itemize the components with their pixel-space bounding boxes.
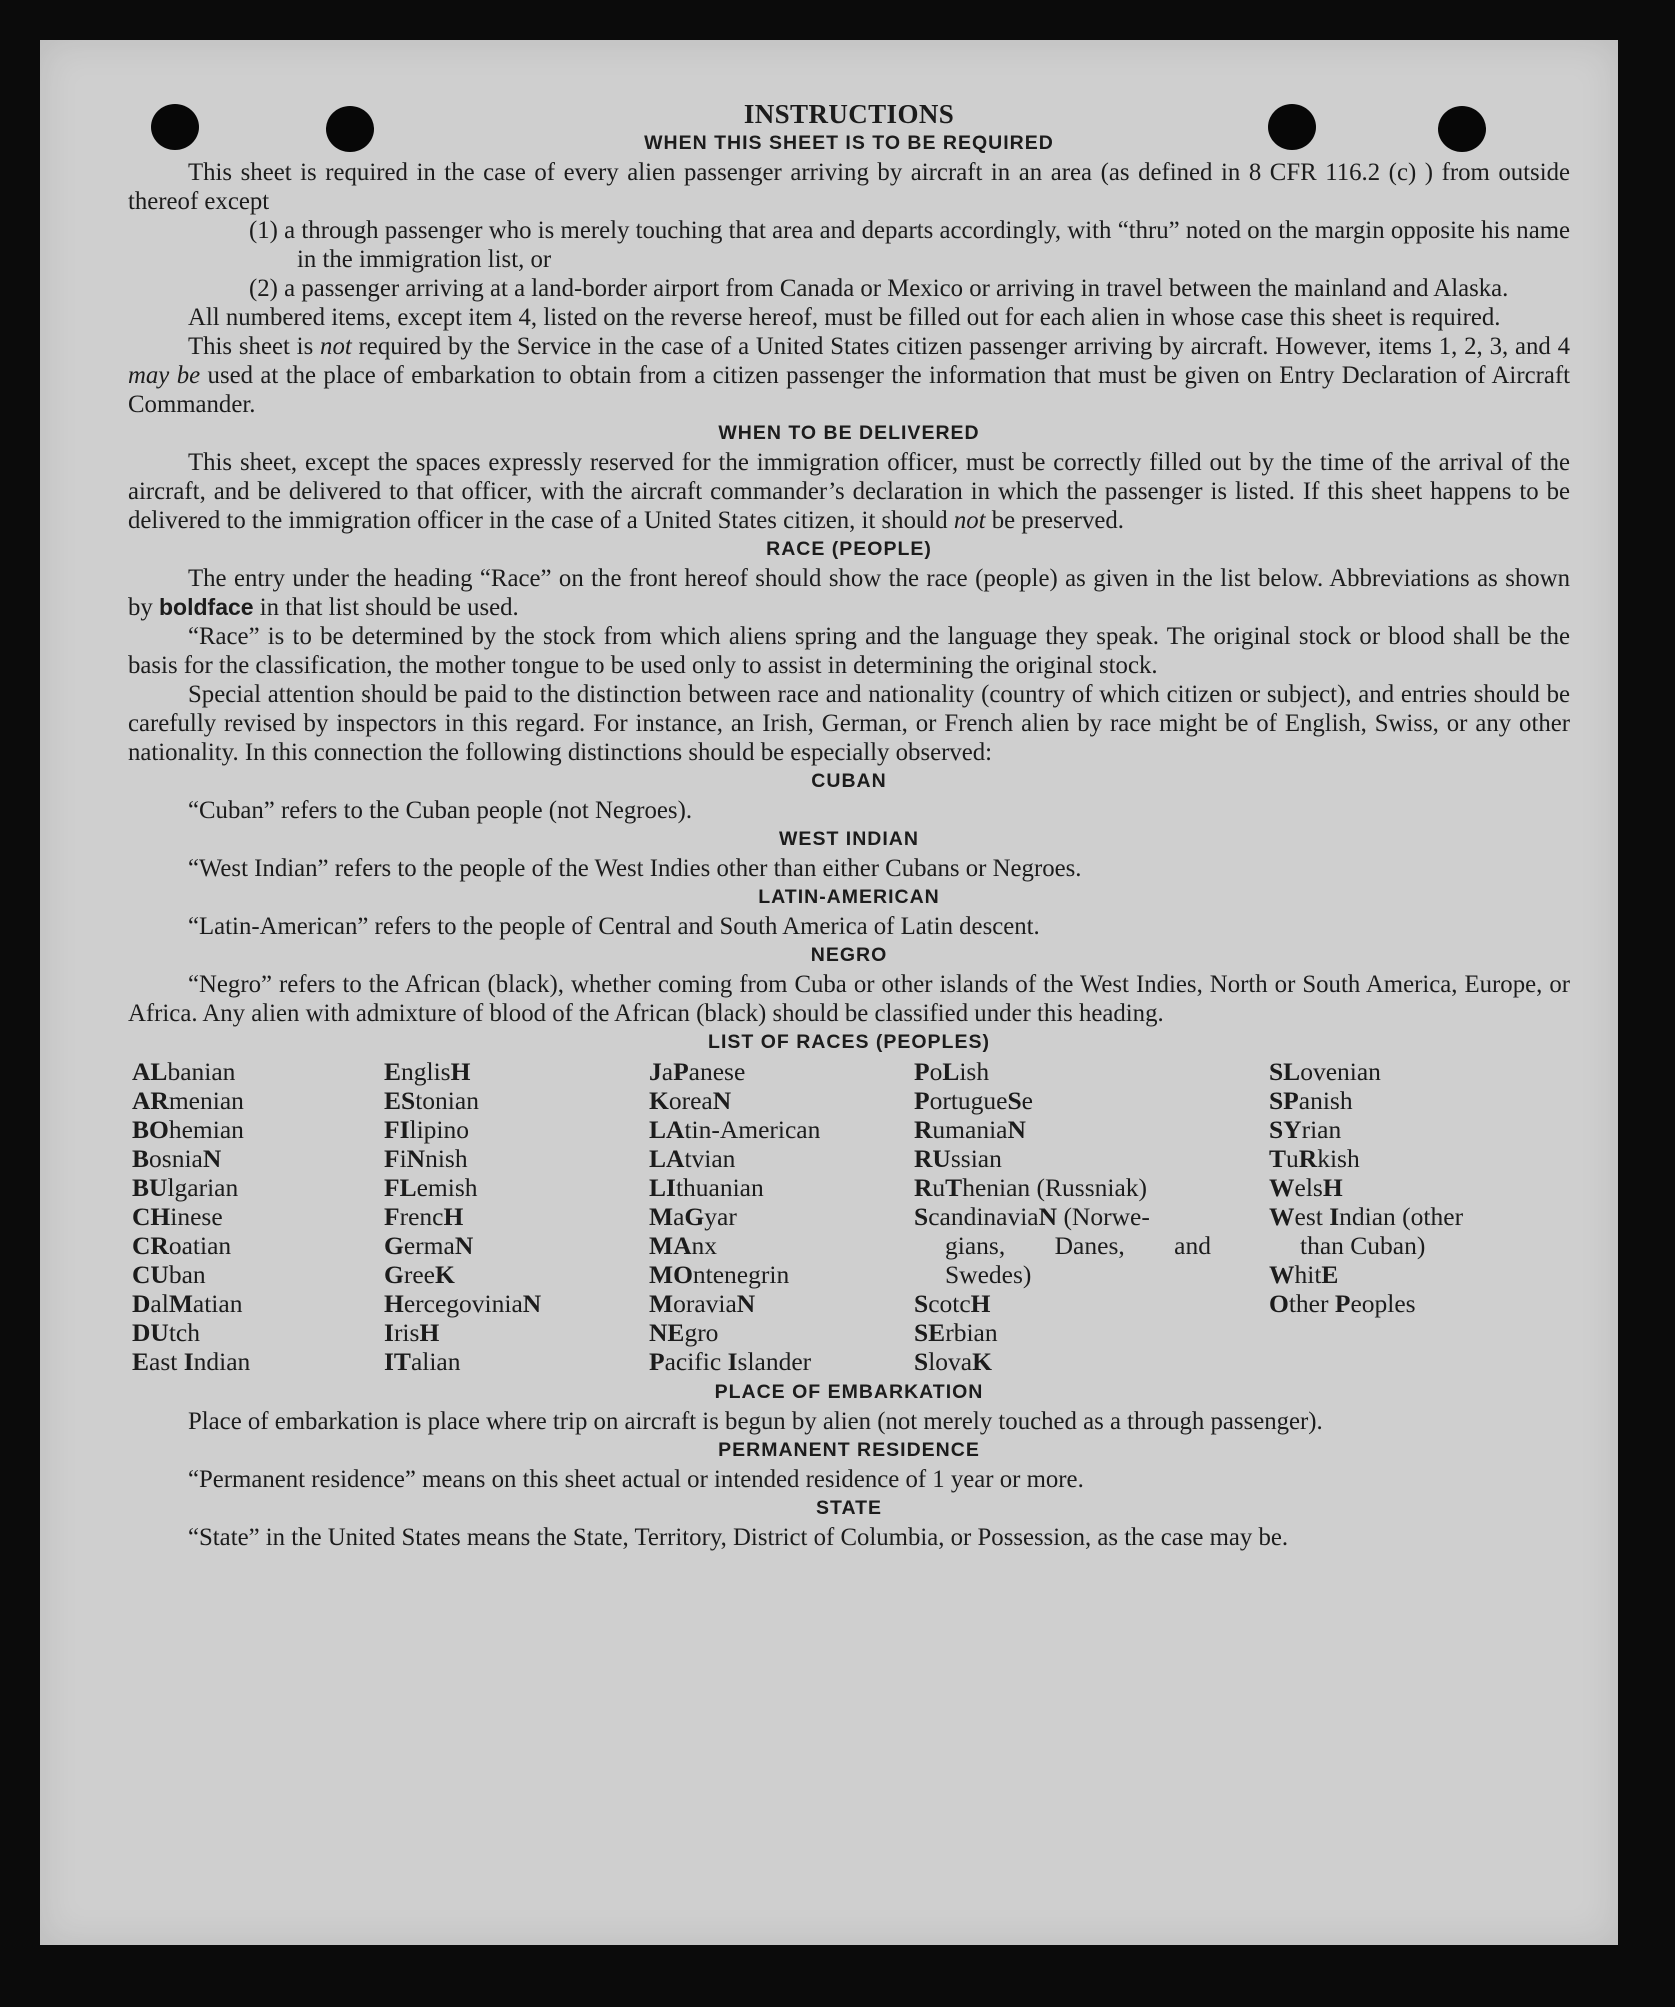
race-entry: NEgro — [649, 1318, 719, 1347]
race-paragraph-3: Special attention should be paid to the distinction between race and nationality (country of which citizen or subject), and entries should be carefully revised by inspectors in this regard. For instance, an Irish, German, or French alien by race might be of English, Swiss, or any other nationality. In this connection the following distinctions should be especially observed: — [128, 681, 1570, 766]
races-column-2 — [384, 1057, 649, 1376]
race-entry: RuThenian (Russniak) — [914, 1173, 1148, 1202]
race-entry: TuRkish — [1269, 1144, 1360, 1173]
race-entry: Swedes) — [945, 1260, 1032, 1289]
race-entry: MOntenegrin — [649, 1260, 790, 1289]
race-entry: MAnx — [649, 1231, 717, 1260]
race-entry: EnglisH — [384, 1057, 471, 1086]
race-entry: ITalian — [384, 1347, 461, 1376]
race-entry: RumaniaN — [914, 1115, 1026, 1144]
race-entry: WelsH — [1269, 1173, 1343, 1202]
race-entry: KoreaN — [649, 1086, 732, 1115]
race-entry: West Indian (other — [1269, 1202, 1464, 1231]
required-item-1: (1) a through passenger who is merely touching that area and departs accordingly, with “thru” noted on the margin opposite his name in the immigration list, or — [249, 217, 1570, 273]
race-entry: CHinese — [132, 1202, 223, 1231]
race-entry: East Indian — [132, 1347, 251, 1376]
heading-cuban: CUBAN — [811, 770, 887, 792]
heading-when-required: WHEN THIS SHEET IS TO BE REQUIRED — [644, 132, 1054, 154]
heading-race: RACE (PEOPLE) — [766, 538, 932, 560]
required-item-2: (2) a passenger arriving at a land-border airport from Canada or Mexico or arriving in travel between the mainland and Alaska. — [249, 275, 1509, 302]
required-paragraph-1: This sheet is required in the case of every alien passenger arriving by aircraft in an area (as defined in 8 CFR 116.2 (c) ) from outside thereof except — [128, 159, 1570, 215]
residence-definition: “Permanent residence” means on this sheet actual or intended residence of 1 year or more. — [188, 1466, 1084, 1493]
delivered-paragraph: This sheet, except the spaces expressly reserved for the immigration officer, must be correctly filled out by the time of the arrival of the aircraft, and be delivered to that officer, with the aircraft commander’s declaration in which the passenger is listed. If this sheet happens to be delivered to the immigration officer in the case of a United States citizen, it should not be preserved. — [128, 449, 1570, 534]
race-entry: PoLish — [914, 1057, 990, 1086]
race-entry: gians, Danes, and — [945, 1231, 1211, 1260]
sheet-content — [128, 99, 1570, 1552]
races-list — [132, 1057, 1570, 1376]
race-entry: SYrian — [1269, 1115, 1342, 1144]
race-entry: than Cuban) — [1300, 1231, 1426, 1260]
race-entry: GreeK — [384, 1260, 455, 1289]
races-column-4 — [914, 1057, 1269, 1376]
race-entry: FLemish — [384, 1173, 478, 1202]
required-paragraph-3: This sheet is not required by the Service in the case of a United States citizen passenger arriving by aircraft. However, items 1, 2, 3, and 4 may be used at the place of embarkation to obtain from a citizen passenger the information that must be given on Entry Declaration of Aircraft Commander. — [128, 333, 1571, 418]
race-entry: BOhemian — [132, 1115, 244, 1144]
race-entry: FiNnish — [384, 1144, 468, 1173]
race-entry: DUtch — [132, 1318, 200, 1347]
heading-permanent-residence: PERMANENT RESIDENCE — [718, 1439, 980, 1461]
races-column-5 — [1269, 1057, 1559, 1376]
embarkation-definition: Place of embarkation is place where trip on aircraft is begun by alien (not merely touched as a through passenger). — [188, 1408, 1323, 1435]
race-entry: Other Peoples — [1269, 1289, 1416, 1318]
race-paragraph-1: The entry under the heading “Race” on the front hereof should show the race (people) as given in the list below. Abbreviations as shown by boldface in that list should be used. — [128, 565, 1570, 621]
race-entry: IrisH — [384, 1318, 440, 1347]
required-paragraph-2: All numbered items, except item 4, listed on the reverse hereof, must be filled out for each alien in whose case this sheet is required. — [188, 304, 1501, 331]
latin-american-definition: “Latin-American” refers to the people of Central and South America of Latin descent. — [188, 913, 1040, 940]
heading-list-of-races: LIST OF RACES (PEOPLES) — [708, 1031, 990, 1053]
race-entry: ScotcH — [914, 1289, 991, 1318]
races-column-3 — [649, 1057, 914, 1376]
west-indian-definition: “West Indian” refers to the people of the West Indies other than either Cubans or Negroes. — [188, 855, 1082, 882]
race-entry: SPanish — [1269, 1086, 1353, 1115]
negro-definition: “Negro” refers to the African (black), whether coming from Cuba or other islands of the West Indies, North or South America, Europe, or Africa. Any alien with admixture of blood of the African (black) should be classified under this heading. — [128, 971, 1570, 1027]
race-entry: LAtin-American — [649, 1115, 821, 1144]
race-entry: MoraviaN — [649, 1289, 756, 1318]
heading-place-of-embarkation: PLACE OF EMBARKATION — [714, 1381, 984, 1403]
race-entry: FrencH — [384, 1202, 464, 1231]
heading-when-delivered: WHEN TO BE DELIVERED — [718, 422, 980, 444]
race-entry: LIthuanian — [649, 1173, 764, 1202]
race-entry: LAtvian — [649, 1144, 736, 1173]
race-entry: CUban — [132, 1260, 206, 1289]
race-entry: ALbanian — [132, 1057, 236, 1086]
races-column-1 — [132, 1057, 384, 1376]
heading-latin-american: LATIN-AMERICAN — [758, 886, 940, 908]
race-entry: RUssian — [914, 1144, 1002, 1173]
race-entry: GermaN — [384, 1231, 474, 1260]
cuban-definition: “Cuban” refers to the Cuban people (not Negroes). — [188, 797, 693, 824]
page-title: INSTRUCTIONS — [743, 99, 955, 129]
race-entry: HercegoviniaN — [384, 1289, 542, 1318]
race-paragraph-2: “Race” is to be determined by the stock from which aliens spring and the language they speak. The original stock or blood shall be the basis for the classification, the mother tongue to be used only to assist in determining the original stock. — [128, 623, 1570, 679]
race-entry: SLovenian — [1269, 1057, 1381, 1086]
race-entry: MaGyar — [649, 1202, 737, 1231]
instruction-sheet — [40, 40, 1618, 1945]
race-entry: SlovaK — [914, 1347, 992, 1376]
race-entry: BUlgarian — [132, 1173, 239, 1202]
race-entry: JaPanese — [649, 1057, 746, 1086]
race-entry: ARmenian — [132, 1086, 244, 1115]
heading-west-indian: WEST INDIAN — [779, 828, 919, 850]
state-definition: “State” in the United States means the State, Territory, District of Columbia, or Possession, as the case may be. — [188, 1524, 1289, 1551]
race-entry: PortugueSe — [914, 1086, 1033, 1115]
race-entry: CRoatian — [132, 1231, 232, 1260]
heading-negro: NEGRO — [810, 944, 888, 966]
race-entry: BosniaN — [132, 1144, 222, 1173]
race-entry: FIlipino — [384, 1115, 470, 1144]
heading-state: STATE — [815, 1497, 883, 1519]
race-entry: ScandinaviaN (Norwe- — [914, 1202, 1150, 1231]
race-entry: Pacific Islander — [649, 1347, 812, 1376]
race-entry: EStonian — [384, 1086, 479, 1115]
race-entry: WhitE — [1269, 1260, 1339, 1289]
race-entry: SErbian — [914, 1318, 998, 1347]
race-entry: DalMatian — [132, 1289, 243, 1318]
